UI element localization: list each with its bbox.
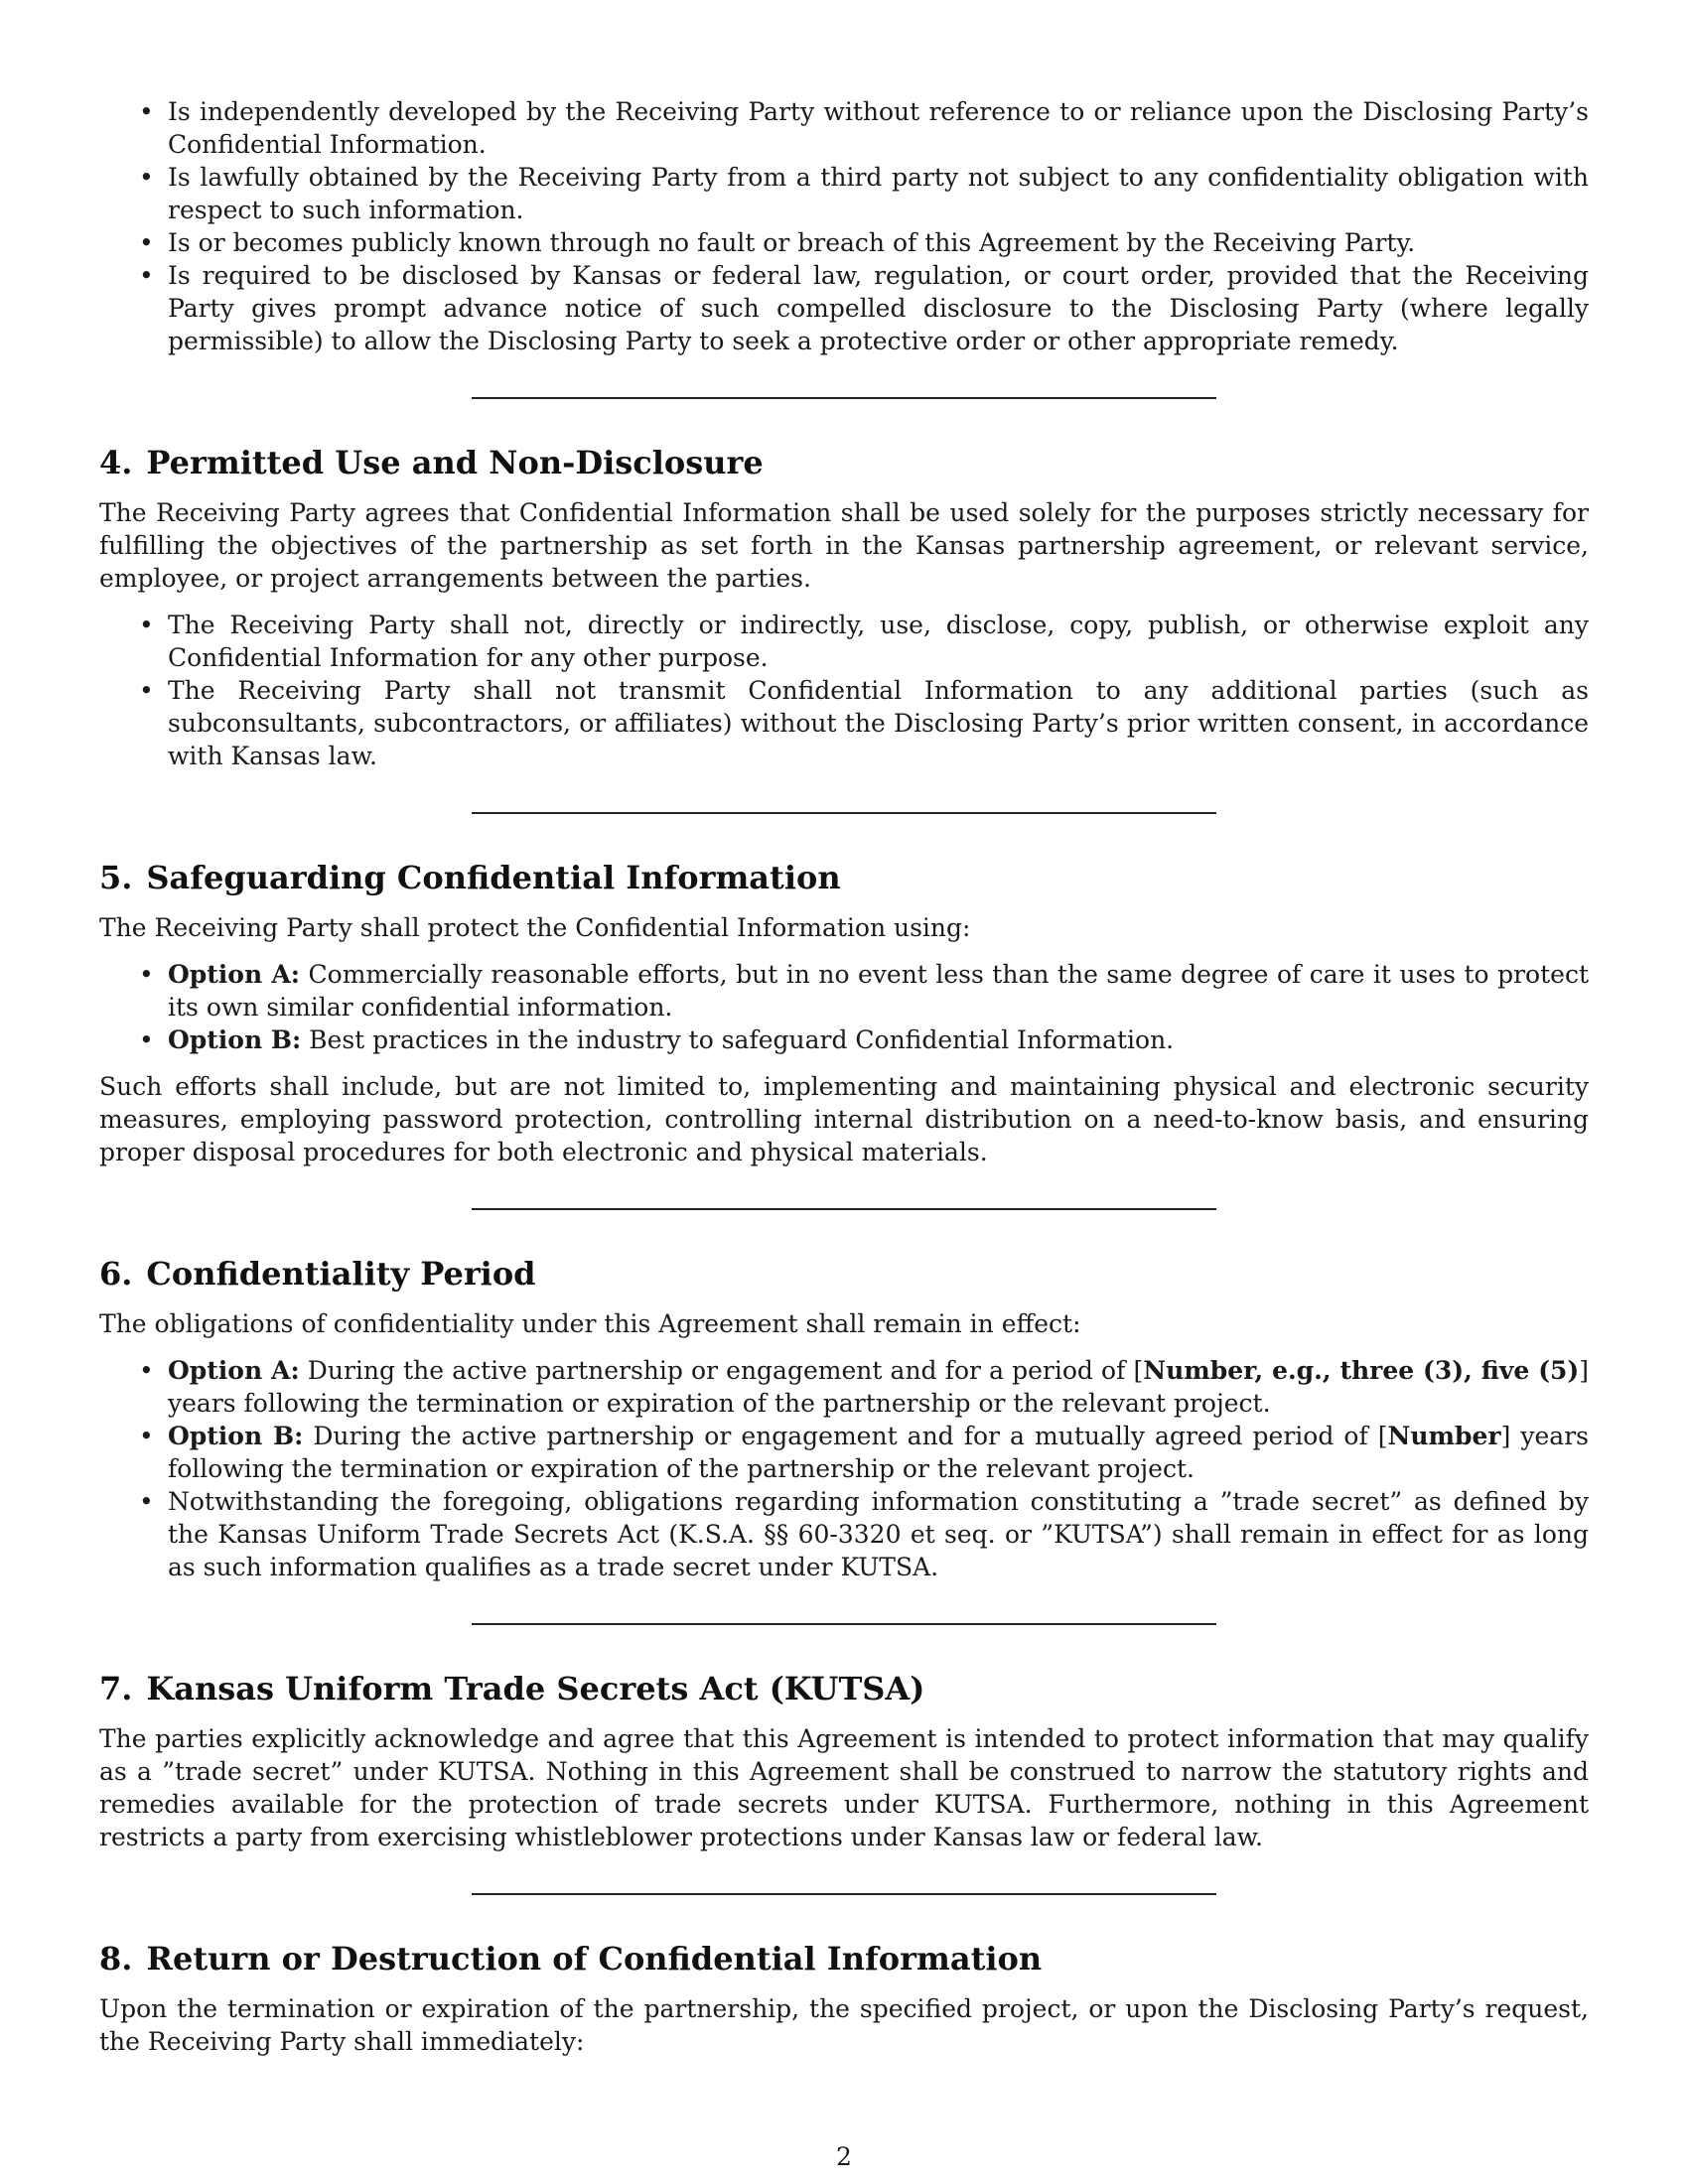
section-divider [472,397,1216,399]
section-6-list [99,1354,1589,1583]
option-label: Option A: [168,1356,300,1385]
section-title: Permitted Use and Non-Disclosure [146,444,764,481]
section-4-heading [99,443,1589,482]
list-item [99,958,1589,1024]
section-5-heading [99,858,1589,897]
section-number: 6. [99,1255,133,1293]
option-text: During the active partnership or engagement and for a period of [ [299,1356,1144,1385]
section-number: 7. [99,1670,133,1707]
option-label: Option B: [168,1422,304,1450]
list-item: • Is or becomes publicly known through no fault or breach of this Agreement by the Receiving Party. [99,226,1589,259]
document-page [99,95,1589,2058]
option-text: Commercially reasonable efforts, but in no event less than the same degree of care it uses to protect its own similar confidential information. [168,960,1590,1022]
section-title: Confidentiality Period [146,1255,536,1293]
list-item: • Notwithstanding the foregoing, obligations regarding information constituting a ”trade secret” as defined by the Kansas Uniform Trade Secrets Act (K.S.A. §§ 60-3320 et seq. or ”KUTSA”) shall remain in effect for as long as such information qualifies as a trade secret under KUTSA. [99,1485,1589,1583]
placeholder-text: Number, e.g., three (3), five (5) [1143,1356,1580,1385]
section-8-heading [99,1939,1589,1979]
section-divider [472,1208,1216,1210]
option-text: Best practices in the industry to safeguard Confidential Information. [301,1025,1175,1054]
list-item: • Is independently developed by the Receiving Party without reference to or reliance upon the Disclosing Party’s Confidential Information. [99,95,1589,161]
page-number: 2 [836,2142,852,2171]
exceptions-list [99,95,1589,357]
section-6-paragraph: The obligations of confidentiality under this Agreement shall remain in effect: [99,1309,1081,1338]
list-item: • Is required to be disclosed by Kansas or federal law, regulation, or court order, provided that the Receiving Party gives prompt advance notice of such compelled disclosure to the Disclosing Party (where legally permissible) to allow the Disclosing Party to seek a protective order or other appropriate remedy. [99,259,1589,357]
section-5-paragraph-2: Such efforts shall include, but are not limited to, implementing and maintaining physical and electronic security measures, employing password protection, controlling internal distribution on a need-to-know basis, and ensuring proper disposal procedures for both electronic and physical materials. [99,1072,1589,1166]
section-number: 5. [99,859,133,896]
section-5-paragraph: The Receiving Party shall protect the Confidential Information using: [99,913,971,942]
option-label: Option A: [168,960,301,989]
section-7-paragraph: The parties explicitly acknowledge and agree that this Agreement is intended to protect information that may qualify as a ”trade secret” under KUTSA. Nothing in this Agreement shall be construed to narrow the statutory rights and remedies available for the protection of trade secrets under KUTSA. Furthermore, nothing in this Agreement restricts a party from exercising whistleblower protections under Kansas law or federal law. [99,1724,1589,1851]
placeholder-text: Number [1387,1422,1501,1450]
section-divider [472,1623,1216,1625]
list-item [99,1024,1589,1056]
section-4-paragraph: The Receiving Party agrees that Confidential Information shall be used solely for the purposes strictly necessary for fulfilling the objectives of the partnership as set forth in the Kansas partnership agreement, or relevant service, employee, or project arrangements between the parties. [99,498,1589,593]
option-label: Option B: [168,1025,302,1054]
list-item [99,1354,1589,1420]
list-item: • Is lawfully obtained by the Receiving Party from a third party not subject to any confidentiality obligation with respect to such information. [99,161,1589,226]
option-text: ] years following the termination or expiration of the partnership or the relevant project. [168,1422,1589,1483]
section-title: Kansas Uniform Trade Secrets Act (KUTSA) [146,1670,925,1707]
section-5-list [99,958,1589,1056]
option-text: ] years following the termination or expiration of the partnership or the relevant project. [168,1356,1590,1418]
section-8-paragraph: Upon the termination or expiration of the partnership, the specified project, or upon the Disclosing Party’s request, the Receiving Party shall immediately: [99,1994,1589,2056]
section-6-heading [99,1254,1589,1294]
section-divider [472,812,1216,814]
section-title: Safeguarding Confidential Information [146,859,841,896]
list-item: • The Receiving Party shall not transmit Confidential Information to any additional parties (such as subconsultants, subcontractors, or affiliates) without the Disclosing Party’s prior written consent, in accordance with Kansas law. [99,674,1589,772]
option-text: During the active partnership or engagement and for a mutually agreed period of [ [303,1422,1388,1450]
section-4-list [99,609,1589,772]
section-divider [472,1893,1216,1895]
section-7-heading [99,1669,1589,1708]
section-title: Return or Destruction of Confidential Information [146,1940,1043,1978]
list-item [99,1420,1589,1485]
section-number: 4. [99,444,133,481]
list-item: • The Receiving Party shall not, directly or indirectly, use, disclose, copy, publish, or otherwise exploit any Confidential Information for any other purpose. [99,609,1589,674]
section-number: 8. [99,1940,133,1978]
